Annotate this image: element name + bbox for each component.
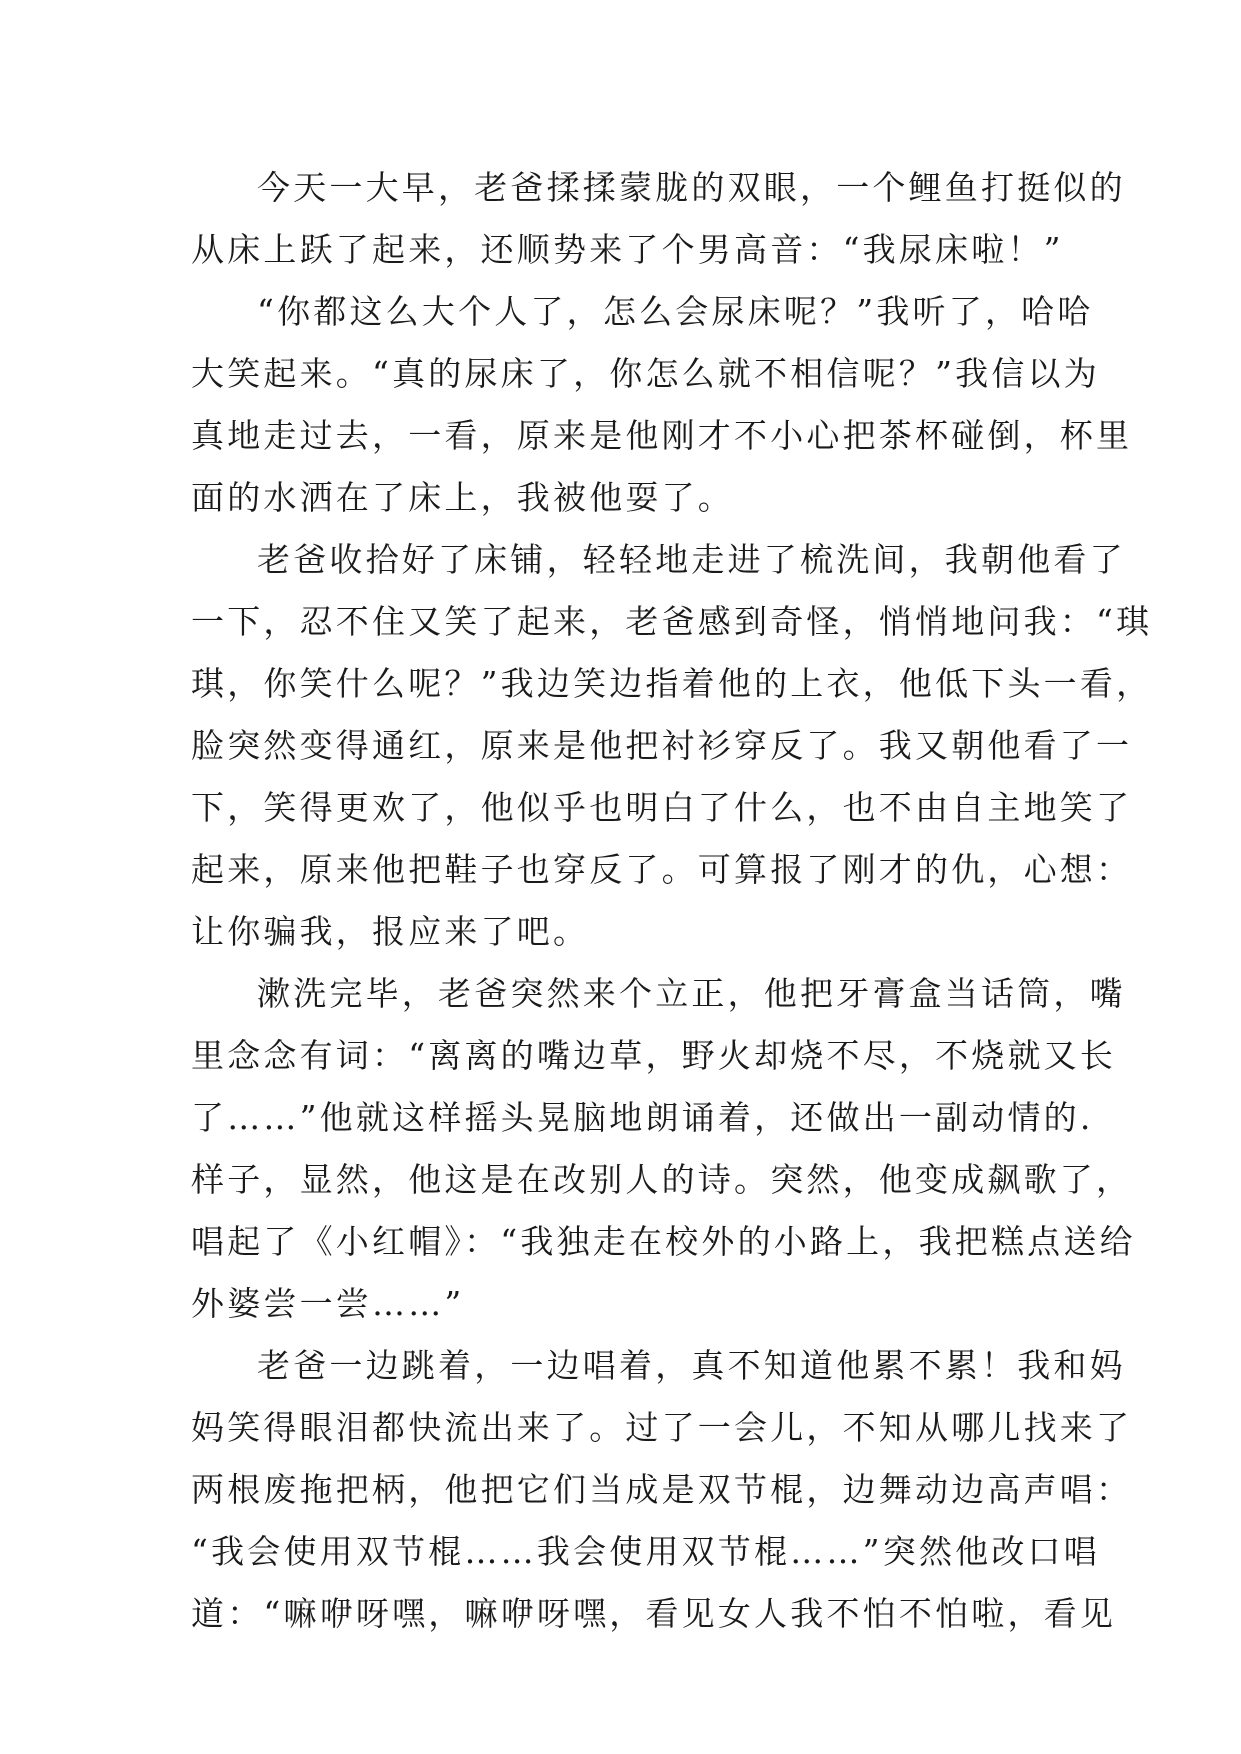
document-page xyxy=(191,157,1153,1645)
text-line: 外婆尝一尝……” xyxy=(191,1284,465,1323)
text-line: 老爸一边跳着，一边唱着，真不知道他累不累！我和妈 xyxy=(257,1346,1126,1385)
text-line: 大笑起来。“真的尿床了，你怎么就不相信呢？”我信以为 xyxy=(191,354,1100,393)
text-line: 琪，你笑什么呢？”我边笑边指着他的上衣，他低下头一看， xyxy=(191,664,1153,703)
text-line: “你都这么大个人了，怎么会尿床呢？”我听了，哈哈 xyxy=(257,292,1094,331)
text-line: 样子，显然，他这是在改别人的诗。突然，他变成飙歌了， xyxy=(191,1160,1133,1199)
text-line: 两根废拖把柄，他把它们当成是双节棍，边舞动边高声唱： xyxy=(191,1470,1133,1509)
text-line: 今天一大早，老爸揉揉蒙胧的双眼，一个鲤鱼打挺似的 xyxy=(257,168,1126,207)
text-line: “我会使用双节棍……我会使用双节棍……”突然他改口唱 xyxy=(191,1532,1100,1571)
text-line: 老爸收拾好了床铺，轻轻地走进了梳洗间，我朝他看了 xyxy=(257,540,1126,579)
text-line: 让你骗我，报应来了吧。 xyxy=(191,912,590,951)
text-line: 一下，忍不住又笑了起来，老爸感到奇怪，悄悄地问我：“琪 xyxy=(191,602,1153,641)
text-line: 脸突然变得通红，原来是他把衬衫穿反了。我又朝他看了一 xyxy=(191,726,1133,765)
text-line: 里念念有词：“离离的嘴边草，野火却烧不尽，不烧就又长 xyxy=(191,1036,1117,1075)
text-line: 漱洗完毕，老爸突然来个立正，他把牙膏盒当话筒，嘴 xyxy=(257,974,1126,1013)
text-line: 从床上跃了起来，还顺势来了个男高音：“我尿床啦！” xyxy=(191,230,1064,269)
text-line: 面的水洒在了床上，我被他耍了。 xyxy=(191,478,734,517)
text-line: 下，笑得更欢了，他似乎也明白了什么，也不由自主地笑了 xyxy=(191,788,1133,827)
text-line: 起来，原来他把鞋子也穿反了。可算报了刚才的仇，心想： xyxy=(191,850,1133,889)
text-line: 真地走过去，一看，原来是他刚才不小心把茶杯碰倒，杯里 xyxy=(191,416,1133,455)
text-line: 妈笑得眼泪都快流出来了。过了一会儿，不知从哪儿找来了 xyxy=(191,1408,1133,1447)
text-line: 道：“嘛咿呀嘿，嘛咿呀嘿，看见女人我不怕不怕啦，看见 xyxy=(191,1594,1117,1633)
text-line: 唱起了《小红帽》：“我独走在校外的小路上，我把糕点送给 xyxy=(191,1222,1136,1261)
text-line: 了……”他就这样摇头晃脑地朗诵着，还做出一副动情的. xyxy=(191,1098,1094,1137)
